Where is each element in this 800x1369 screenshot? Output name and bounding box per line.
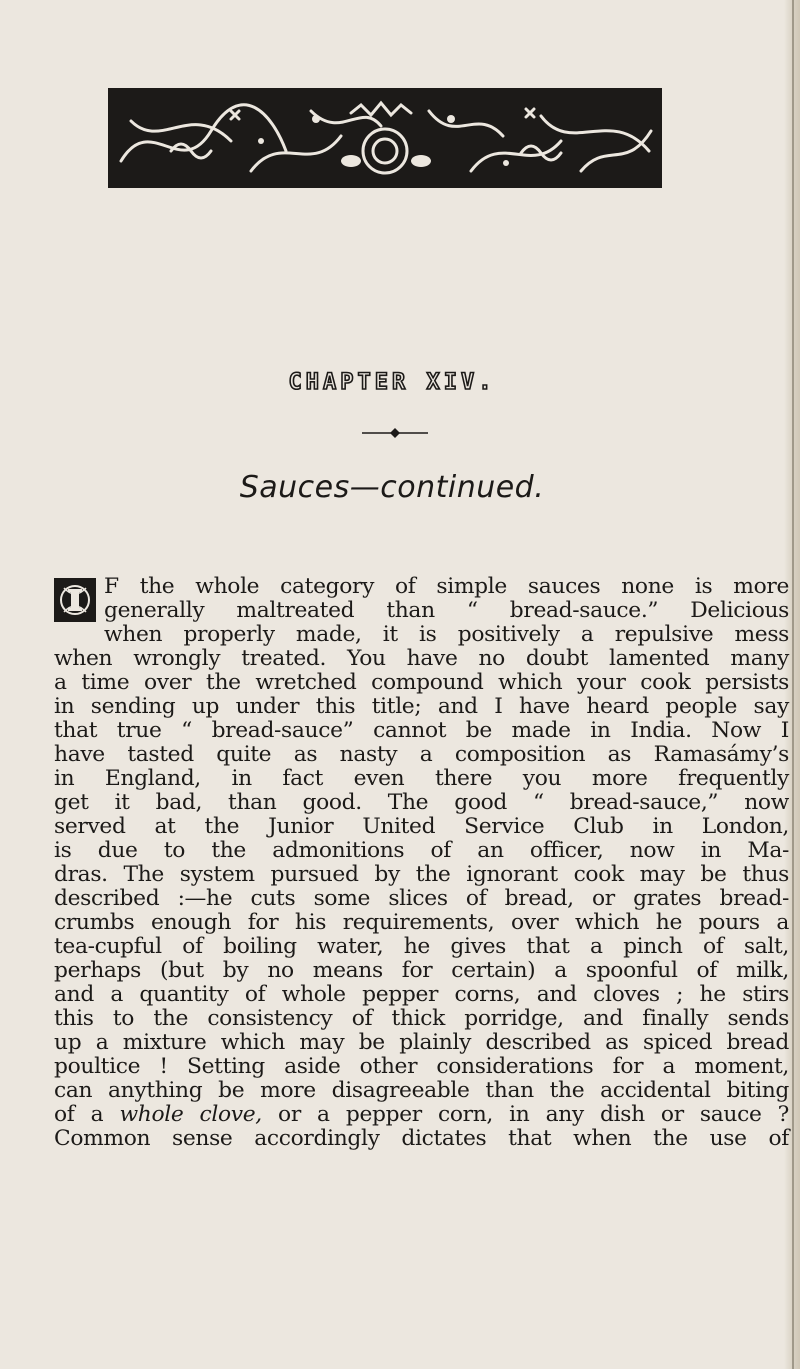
text-line: up a mixture which may be plainly described as spiced bread xyxy=(54,1030,789,1055)
diamond-rule-icon xyxy=(362,428,428,438)
text-run: or a pepper corn, in any dish or sauce ? xyxy=(261,1102,790,1127)
text-line: a time over the wretched compound which your cook persists xyxy=(54,670,789,695)
floral-scroll-icon xyxy=(111,91,659,185)
text-line: this to the consistency of thick porridge, and finally sends xyxy=(54,1006,789,1031)
page-edge-shadow xyxy=(792,0,794,1369)
text-line: have tasted quite as nasty a composition as Ramasámy’s xyxy=(54,742,789,767)
text-line: crumbs enough for his requirements, over which he pours a xyxy=(54,910,789,935)
text-run: of a xyxy=(54,1102,120,1127)
text-line: is due to the admonitions of an officer, now in Ma- xyxy=(54,838,789,863)
text-line: perhaps (but by no means for certain) a spoonful of milk, xyxy=(54,958,789,983)
text-line: tea-cupful of boiling water, he gives that a pinch of salt, xyxy=(54,934,789,959)
text-line: and a quantity of whole pepper corns, and cloves ; he stirs xyxy=(54,982,789,1007)
text-line: generally maltreated than “ bread-sauce.” Delicious xyxy=(104,598,789,623)
chapter-heading: CHAPTER XIV. xyxy=(288,370,496,395)
text-line: dras. The system pursued by the ignorant cook may be thus xyxy=(54,862,789,887)
headpiece-ornament xyxy=(108,88,662,188)
text-line: poultice ! Setting aside other considerations for a moment, xyxy=(54,1054,789,1079)
text-line: that true “ bread-sauce” cannot be made in India. Now I xyxy=(54,718,789,743)
text-line: in sending up under this title; and I have heard people say xyxy=(54,694,789,719)
text-line: F the whole category of simple sauces none is more xyxy=(104,574,789,599)
text-line: when wrongly treated. You have no doubt lamented many xyxy=(54,646,789,671)
text-line: when properly made, it is positively a repulsive mess xyxy=(104,622,789,647)
text-line: described :—he cuts some slices of bread, or grates bread- xyxy=(54,886,789,911)
italic-phrase: whole clove, xyxy=(119,1102,262,1127)
chapter-subtitle: Sauces—continued. xyxy=(239,470,545,505)
text-line: get it bad, than good. The good “ bread-sauce,” now xyxy=(54,790,789,815)
text-line: in England, in fact even there you more frequently xyxy=(54,766,789,791)
text-line: served at the Junior United Service Club in London, xyxy=(54,814,789,839)
text-line: can anything be more disagreeable than the accidental biting xyxy=(54,1078,789,1103)
text-line-with-italic xyxy=(54,1103,789,1127)
body-paragraph xyxy=(54,575,789,1151)
text-line: Common sense accordingly dictates that when the use of xyxy=(54,1126,789,1151)
